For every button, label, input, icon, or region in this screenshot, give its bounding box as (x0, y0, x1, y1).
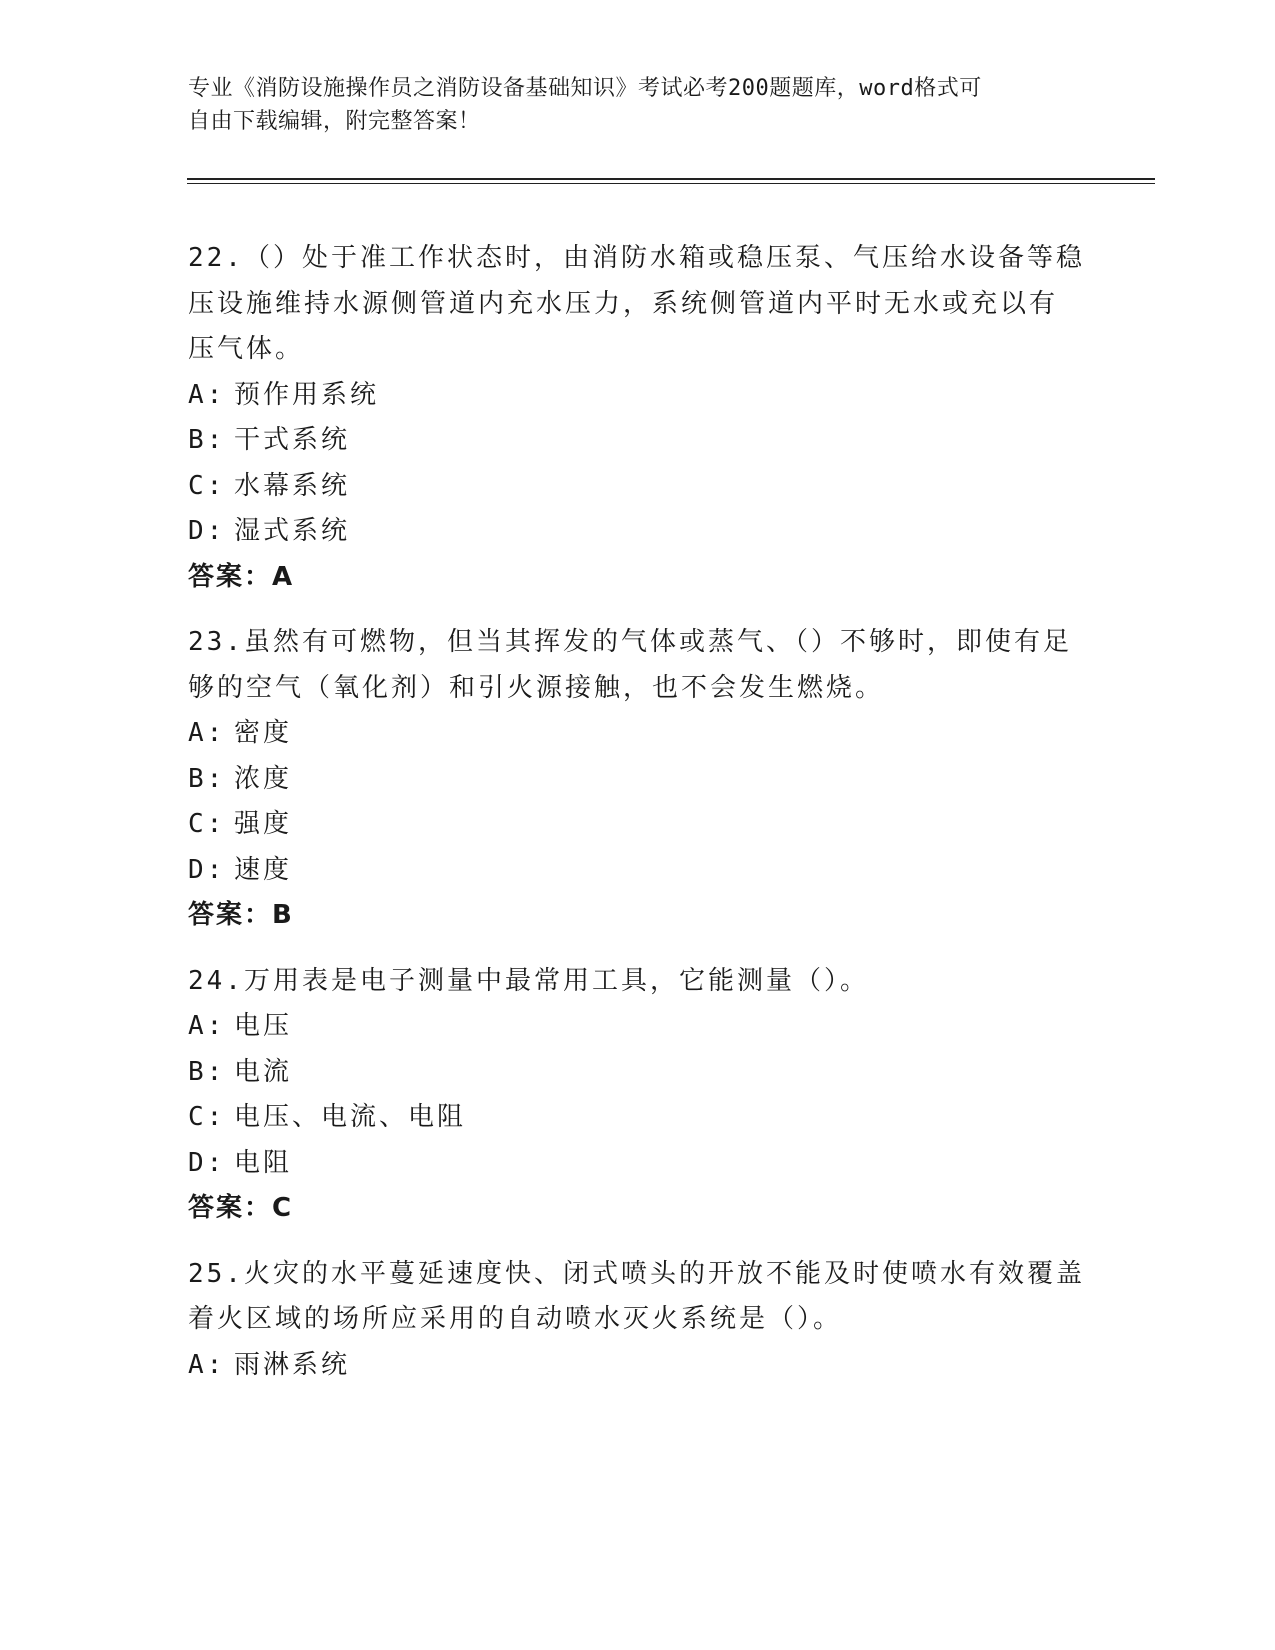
answer-line: 答案：A (188, 561, 295, 592)
option-d (188, 1141, 1088, 1187)
option-text: 电阻 (234, 1147, 293, 1178)
option-b (188, 1050, 1088, 1096)
option-key: A: (188, 379, 226, 410)
option-c (188, 802, 1088, 848)
option-c (188, 1095, 1088, 1141)
header-divider-thick (187, 178, 1155, 180)
document-header (188, 72, 1068, 138)
option-d (188, 509, 1088, 555)
stem-line: 22.（）处于准工作状态时，由消防水箱或稳压泵、气压给水设备等稳 (188, 243, 1085, 273)
header-line-2: 自由下载编辑，附完整答案！ (188, 109, 481, 134)
option-text: 水幕系统 (234, 470, 351, 501)
option-text: 雨淋系统 (234, 1349, 351, 1380)
option-b (188, 418, 1088, 464)
question-22 (188, 236, 1088, 600)
option-text: 电流 (234, 1056, 293, 1087)
option-key: A: (188, 718, 226, 748)
stem-line: 压气体。 (188, 334, 305, 364)
option-text: 湿式系统 (234, 516, 351, 546)
question-24 (188, 959, 1088, 1232)
question-stem (188, 1252, 1088, 1343)
option-key: C: (188, 809, 226, 839)
option-text: 强度 (234, 809, 293, 839)
option-text: 浓度 (234, 763, 293, 794)
question-stem (188, 620, 1088, 711)
option-a (188, 1343, 1088, 1389)
option-key: C: (188, 470, 226, 501)
option-key: D: (188, 854, 226, 885)
header-line-1: 专业《消防设施操作员之消防设备基础知识》考试必考200题题库，word格式可 (188, 76, 982, 101)
question-list (188, 236, 1088, 1408)
option-key: B: (188, 425, 226, 455)
question-23 (188, 620, 1088, 939)
question-25 (188, 1252, 1088, 1389)
stem-line: 23.虽然有可燃物，但当其挥发的气体或蒸气、（）不够时，即使有足 (188, 627, 1072, 657)
answer-line: 答案：B (188, 900, 294, 930)
stem-line: 24.万用表是电子测量中最常用工具，它能测量（）。 (188, 965, 869, 996)
answer-line: 答案：C (188, 1193, 294, 1223)
option-key: A: (188, 1349, 226, 1380)
stem-line: 压设施维持水源侧管道内充水压力，系统侧管道内平时无水或充以有 (188, 288, 1059, 319)
question-stem (188, 959, 1088, 1005)
option-key: D: (188, 516, 226, 546)
option-key: B: (188, 763, 226, 794)
option-key: A: (188, 1011, 226, 1041)
option-key: B: (188, 1056, 226, 1087)
option-key: D: (188, 1147, 226, 1178)
option-a (188, 373, 1088, 419)
header-divider-thin (187, 183, 1155, 184)
option-text: 预作用系统 (234, 379, 380, 410)
option-text: 速度 (234, 854, 293, 885)
option-c (188, 464, 1088, 510)
option-text: 电压、电流、电阻 (234, 1102, 467, 1132)
option-d (188, 848, 1088, 894)
option-a (188, 1004, 1088, 1050)
option-a (188, 711, 1088, 757)
option-key: C: (188, 1102, 226, 1132)
question-stem (188, 236, 1088, 373)
stem-line: 25.火灾的水平蔓延速度快、闭式喷头的开放不能及时使喷水有效覆盖 (188, 1258, 1085, 1289)
option-text: 干式系统 (234, 425, 351, 455)
option-text: 电压 (234, 1011, 293, 1041)
option-text: 密度 (234, 718, 293, 748)
stem-line: 够的空气（氧化剂）和引火源接触，也不会发生燃烧。 (188, 672, 885, 703)
stem-line: 着火区域的场所应采用的自动喷水灭火系统是（）。 (188, 1304, 843, 1334)
option-b (188, 757, 1088, 803)
